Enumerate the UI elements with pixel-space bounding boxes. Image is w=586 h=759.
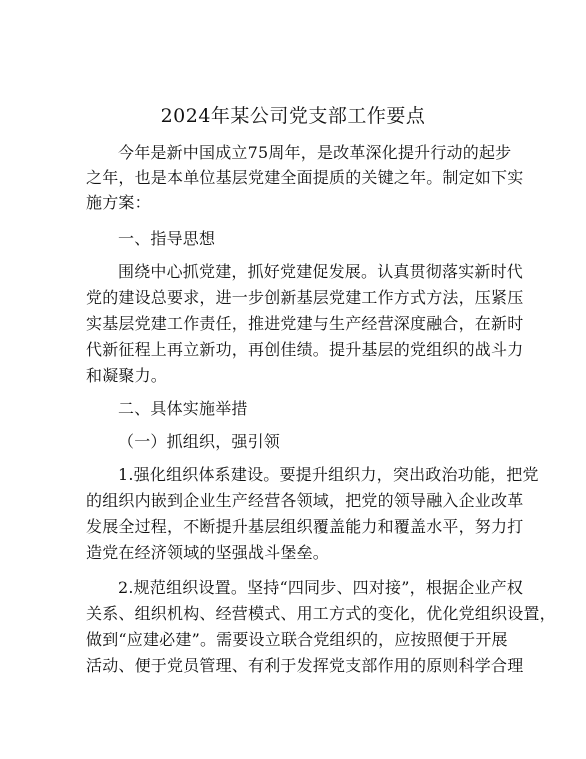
paragraph-line: 施方案： [86,193,151,212]
paragraph-line: 活动、便于党员管理、有利于发挥党支部作用的原则科学合理 [86,656,524,675]
paragraph-line: 造党在经济领域的坚强战斗堡垒。 [86,543,330,562]
paragraph-line: 的组织内嵌到企业生产经营各领域，把党的领导融入企业改革 [86,491,524,510]
paragraph-line: 代新征程上再立新功，再创佳绩。提升基层的党组织的战斗力 [86,340,524,359]
paragraph-line: 今年是新中国成立75周年，是改革深化提升行动的起步 [118,143,512,162]
paragraph-line: 发展全过程，不断提升基层组织覆盖能力和覆盖水平，努力打 [86,517,524,536]
paragraph-line: 关系、组织机构、经营模式、用工方式的变化，优化党组织设置， [86,604,556,623]
paragraph-line: 1.强化组织体系建设。要提升组织力，突出政治功能，把党 [118,465,539,484]
paragraph-line: 做到“应建必建”。需要设立联合党组织的，应按照便于开展 [86,630,508,649]
paragraph-line: 和凝聚力。 [86,366,168,385]
paragraph-line: 实基层党建工作责任，推进党建与生产经营深度融合，在新时 [86,314,524,333]
document-title: 2024年某公司党支部工作要点 [160,105,426,127]
paragraph-line: 党的建设总要求，进一步创新基层党建工作方式方法，压紧压 [86,288,524,307]
subsection-heading: （一）抓组织，强引领 [118,432,281,451]
paragraph-line: 之年，也是本单位基层党建全面提质的关键之年。制定如下实 [86,168,524,187]
paragraph-line: 围绕中心抓党建，抓好党建促发展。认真贯彻落实新时代 [118,262,524,281]
paragraph-line: 2.规范组织设置。坚持“四同步、四对接”，根据企业产权 [118,578,524,597]
section-heading: 一、指导思想 [118,229,216,248]
section-heading: 二、具体实施举措 [118,399,248,418]
